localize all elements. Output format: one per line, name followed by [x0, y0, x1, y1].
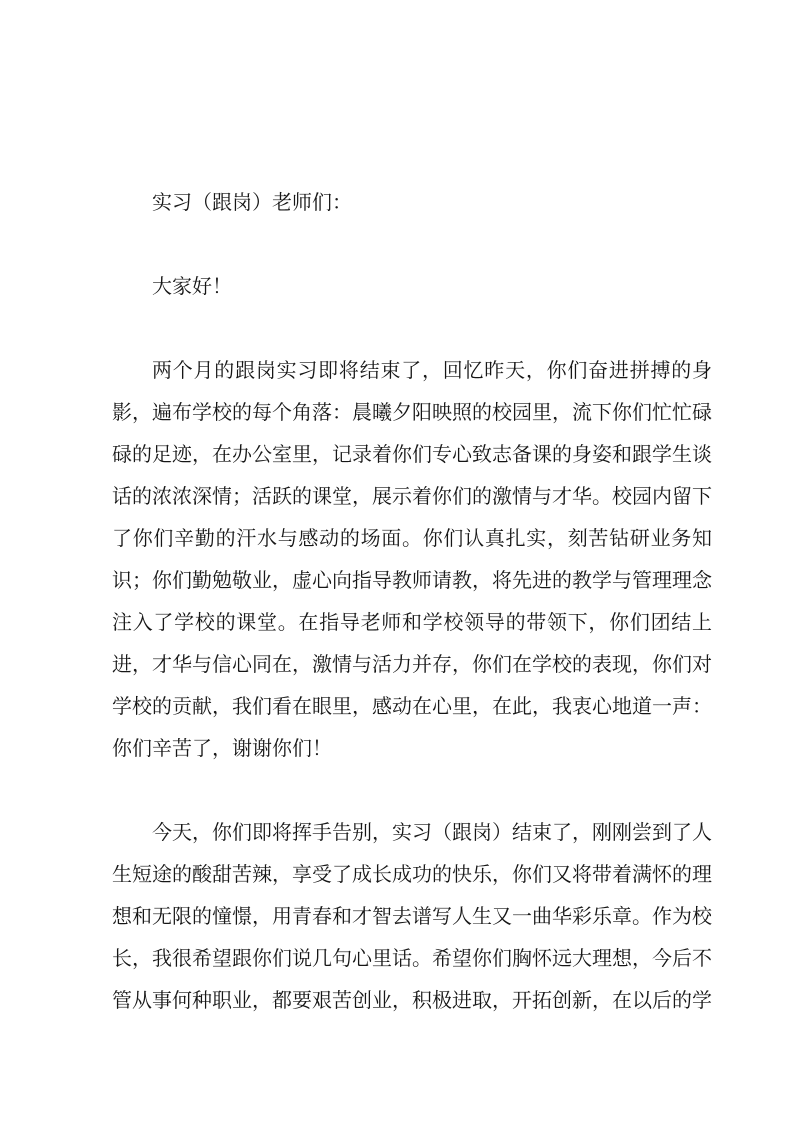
paragraph-salutation: 实习（跟岗）老师们： [152, 192, 352, 214]
paragraph-greeting: 大家好！ [152, 276, 232, 298]
paragraph-body-2: 今天，你们即将挥手告别，实习（跟岗）结束了，刚刚尝到了人生短途的酸甜苦辣，享受了成长成功的快乐，你们又将带着满怀的理想和无限的憧憬，用青春和才智去谱写人生又一曲华彩乐章。作为校长，我很希望跟你们说几句心里话。希望你们胸怀远大理想，今后不管从事何种职业，都要艰苦创业，积极进取，开拓创新，在以后的学 [112, 822, 712, 1012]
paragraph-body-1: 两个月的跟岗实习即将结束了，回忆昨天，你们奋进拼搏的身影，遍布学校的每个角落：晨曦夕阳映照的校园里，流下你们忙忙碌碌的足迹，在办公室里，记录着你们专心致志备课的身姿和跟学生谈话的浓浓深情；活跃的课堂，展示着你们的激情与才华。校园内留下了你们辛勤的汗水与感动的场面。你们认真扎实，刻苦钻研业务知识；你们勤勉敬业，虚心向指导教师请教，将先进的教学与管理理念注入了学校的课堂。在指导老师和学校领导的带领下，你们团结上进，才华与信心同在，激情与活力并存，你们在学校的表现，你们对学校的贡献，我们看在眼里，感动在心里，在此，我衷心地道一声：你们辛苦了，谢谢你们！ [112, 360, 712, 760]
